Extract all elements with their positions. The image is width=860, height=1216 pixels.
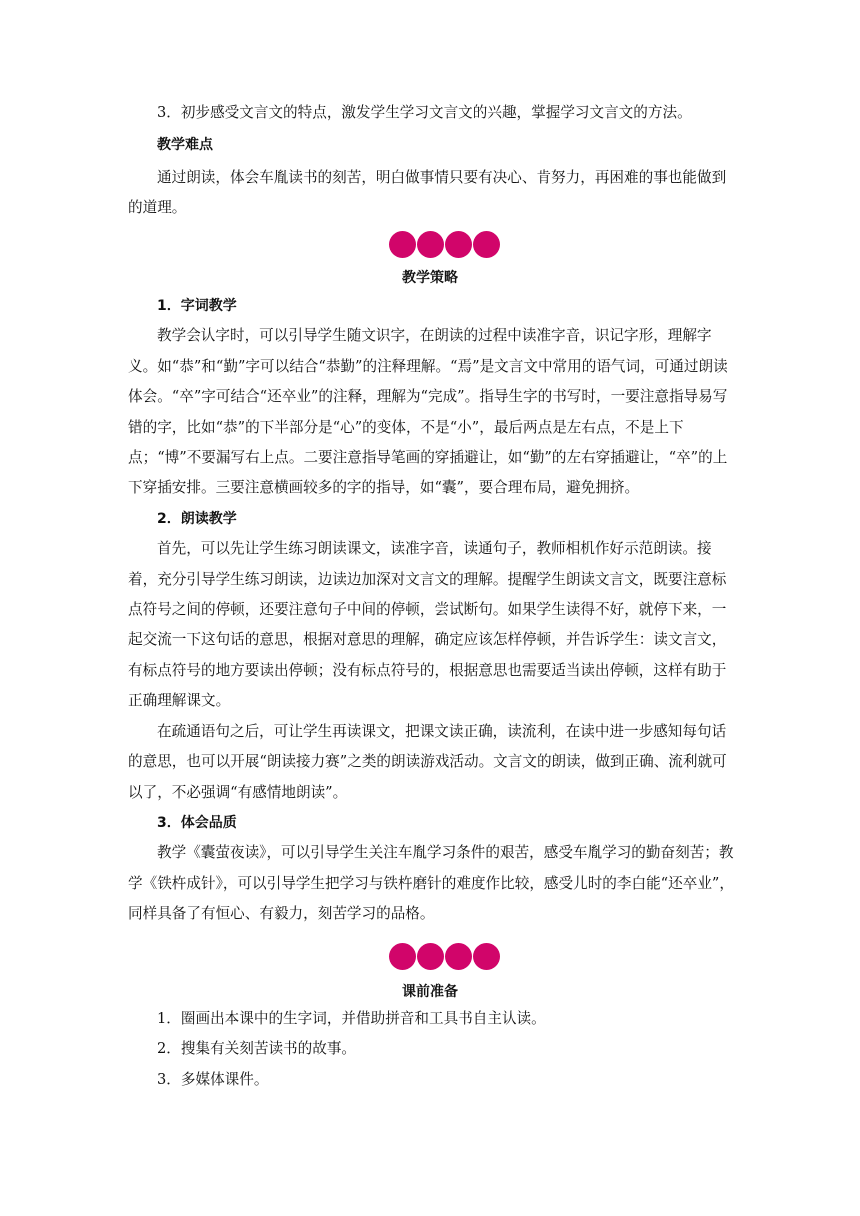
prep-item: 2．搜集有关刻苦读书的故事。 [157, 1040, 357, 1058]
strategy-2-text-2: 在疏通语句之后，可让学生再读课文，把课文读正确，读流利，在读中进一步感知每句话的意思，也可以开展“朗读接力赛”之类的朗读游戏活动。文言文的朗读，做到正确、流利就可以了，不必强调“有感情地朗读”。 [128, 722, 727, 801]
strategy-title: 教学策略 [402, 270, 458, 286]
strategy-2-text-1: 首先，可以先让学生练习朗读课文，读准字音，读通句子，教师相机作好示范朗读。接着，充分引导学生练习朗读，边读边加深对文言文的理解。提醒学生朗读文言文，既要注意标点符号之间的停顿，还要注意句子中间的停顿，尝试断句。如果学生读得不好，就停下来，一起交流一下这句话的意思，根据对意思的理解，确定应该怎样停顿，并告诉学生：读文言文，有标点符号的地方要读出停顿；没有标点符号的，根据意思也需要适当读出停顿，这样有助于正确理解课文。 [128, 540, 727, 710]
difficulty-heading: 教学难点 [157, 137, 213, 154]
strategy-section [128, 291, 735, 930]
prep-item: 1．圈画出本课中的生字词，并借助拼音和工具书自主认读。 [157, 1010, 546, 1027]
strategy-3-text: 教学《囊萤夜读》，可以引导学生关注车胤学习条件的艰苦，感受车胤学习的勤奋刻苦；教学《铁杵成针》，可以引导学生把学习与铁杵磨针的难度作比较，感受儿时的李白能“还卒业”，同样具备了有恒心、有毅力，刻苦学习的品格。 [128, 844, 734, 923]
divider-dot [445, 943, 472, 970]
divider-dot [417, 231, 444, 258]
divider-dot [417, 943, 444, 970]
strategy-1-text: 教学会认字时，可以引导学生随文识字，在朗读的过程中读准字音，识记字形，理解字义。如“恭”和“勤”字可以结合“恭勤”的注释理解。“焉”是文言文中常用的语气词，可通过朗读体会。“卒”字可结合“还卒业”的注释，理解为“完成”。指导生字的书写时，一要注意指导易写错的字，比如“恭”的下半部分是“心”的变体，不是“小”，最后两点是左右点，不是上下点；“博”不要漏写右上点。二要注意指导笔画的穿插避让，如“勤”的左右穿插避让，“卒”的上下穿插安排。三要注意横画较多的字的指导，如“囊”，要合理布局，避免拥挤。 [128, 327, 728, 497]
divider-dot [445, 231, 472, 258]
prep-section [128, 1004, 735, 1095]
difficulty-text: 通过朗读，体会车胤读书的刻苦，明白做事情只要有决心、肯努力，再困难的事也能做到的道理。 [128, 168, 727, 217]
section-divider-dots [389, 231, 501, 259]
strategy-3-heading: 3．体会品质 [157, 814, 237, 831]
strategy-2-heading: 2．朗读教学 [157, 510, 237, 527]
section-divider-dots [389, 943, 501, 971]
strategy-1-heading: 1．字词教学 [157, 298, 237, 314]
prep-item: 3．多媒体课件。 [157, 1070, 269, 1088]
divider-dot [389, 231, 416, 258]
goal-item-3: 3．初步感受文言文的特点，激发学生学习文言文的兴趣，掌握学习文言文的方法。 [157, 104, 692, 121]
goals-section [128, 98, 735, 224]
divider-dot [473, 231, 500, 258]
divider-dot [389, 943, 416, 970]
divider-dot [473, 943, 500, 970]
prep-title: 课前准备 [402, 984, 458, 1000]
